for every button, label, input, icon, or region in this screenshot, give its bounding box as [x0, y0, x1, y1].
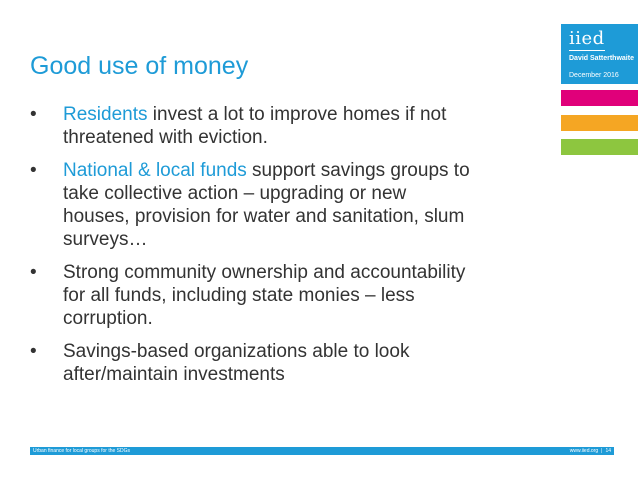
bullet-highlight: National & local funds	[63, 160, 247, 181]
bullet-icon: •	[30, 262, 37, 283]
footer-bar	[30, 447, 614, 455]
page-number: 14	[605, 448, 611, 454]
bullet-icon: •	[30, 104, 37, 125]
iied-logo: iied	[569, 28, 605, 49]
logo-underline	[569, 50, 605, 51]
bullet-text: support savings groups to take collective action – upgrading or new houses, provision for water and sanitation, slum surveys…	[63, 160, 470, 250]
bullet-text: Savings-based organizations able to look after/maintain investments	[63, 341, 410, 385]
footer-title: Urban finance for local groups for the SDGs	[33, 448, 130, 454]
presenter-name: David Satterthwaite	[569, 55, 634, 62]
bullet-item	[30, 340, 470, 386]
bullet-item	[30, 159, 470, 251]
stripe-pink	[561, 90, 638, 106]
stripe-orange	[561, 115, 638, 131]
footer-divider: |	[601, 448, 603, 454]
bullet-highlight: Residents	[63, 104, 148, 125]
footer-right	[570, 447, 611, 455]
stripe-green	[561, 139, 638, 155]
bullet-text: invest a lot to improve homes if not threatened with eviction.	[63, 104, 447, 148]
bullet-item	[30, 261, 470, 330]
footer-website: www.iied.org	[569, 448, 599, 454]
slide-title: Good use of money	[30, 52, 249, 80]
presentation-date: December 2016	[569, 72, 619, 79]
bullet-list	[30, 103, 470, 396]
bullet-item	[30, 103, 470, 149]
bullet-icon: •	[30, 341, 37, 362]
bullet-text: Strong community ownership and accountability for all funds, including state monies – less corruption.	[63, 262, 466, 329]
bullet-icon: •	[30, 160, 37, 181]
brand-panel	[561, 24, 638, 84]
